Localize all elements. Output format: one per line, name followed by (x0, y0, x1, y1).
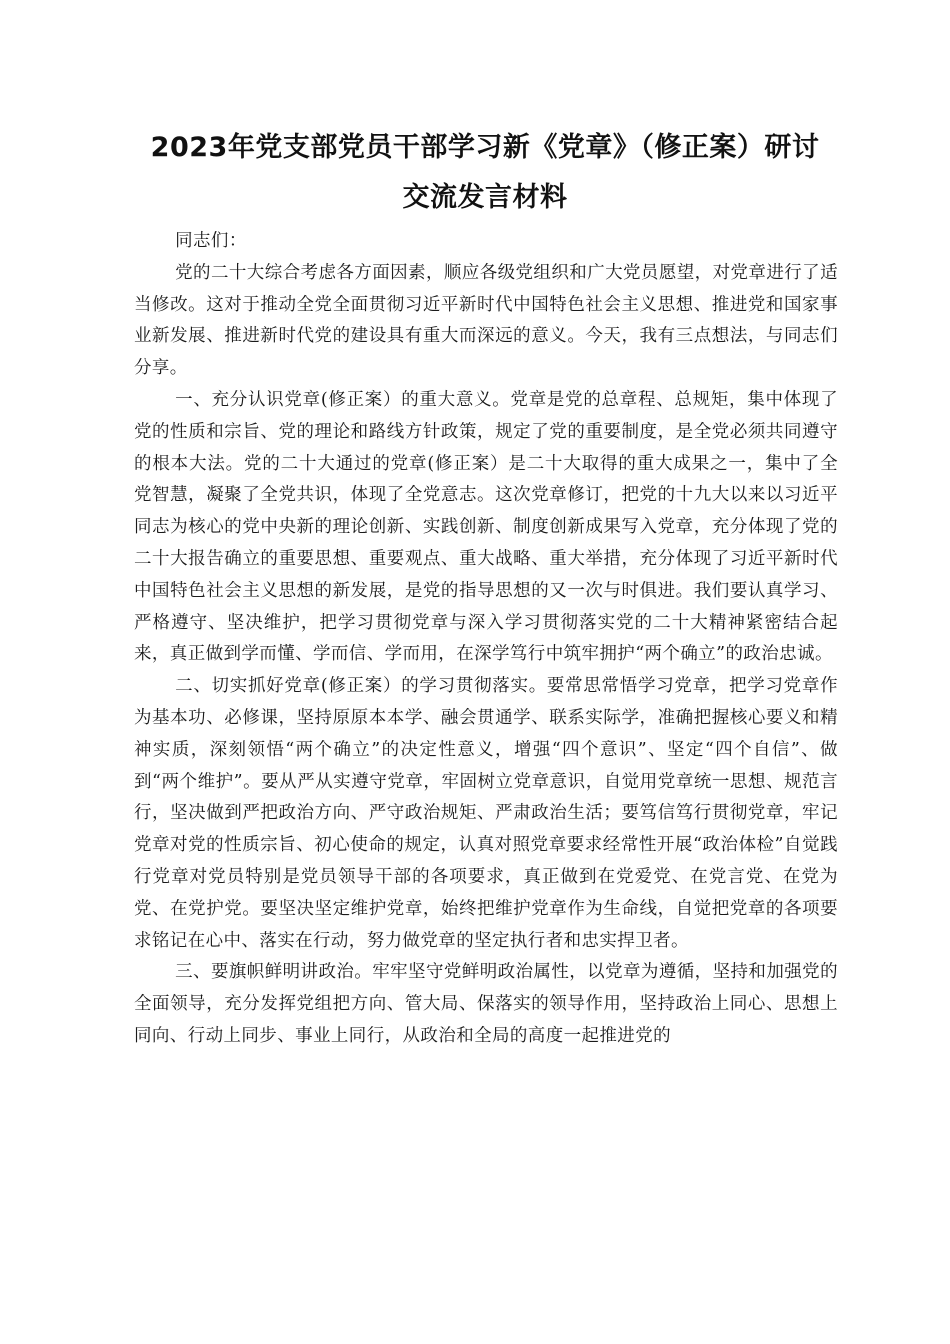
paragraph-section-3: 三、要旗帜鲜明讲政治。牢牢坚守党鲜明政治属性，以党章为遵循，坚持和加强党的全面领导，充分发挥党组把方向、管大局、保落实的领导作用，坚持政治上同心、思想上同向、行动上同步、事业上同行，从政治和全局的高度一起推进党的 (134, 962, 838, 1046)
document-title (120, 123, 850, 223)
salutation: 同志们： (175, 231, 247, 251)
document-body (134, 226, 838, 1053)
title-line-2: 交流发言材料 (402, 182, 568, 213)
paragraph-section-1: 一、充分认识党章(修正案）的重大意义。党章是党的总章程、总规矩，集中体现了党的性质和宗旨、党的理论和路线方针政策，规定了党的重要制度，是全党必须共同遵守的根本大法。党的二十大通过的党章(修正案）是二十大取得的重大成果之一，集中了全党智慧，凝聚了全党共识，体现了全党意志。这次党章修订，把党的十九大以来以习近平同志为核心的党中央新的理论创新、实践创新、制度创新成果写入党章，充分体现了党的二十大报告确立的重要思想、重要观点、重大战略、重大举措，充分体现了习近平新时代中国特色社会主义思想的新发展，是党的指导思想的又一次与时俱进。我们要认真学习、严格遵守、坚决维护，把学习贯彻党章与深入学习贯彻落实党的二十大精神紧密结合起来，真正做到学而懂、学而信、学而用，在深学笃行中筑牢拥护“两个确立”的政治忠诚。 (134, 389, 838, 665)
title-line-1: 2023年党支部党员干部学习新《党章》（修正案）研讨 (150, 132, 820, 163)
paragraph-intro: 党的二十大综合考虑各方面因素，顺应各级党组织和广大党员愿望，对党章进行了适当修改。这对于推动全党全面贯彻习近平新时代中国特色社会主义思想、推进党和国家事业新发展、推进新时代党的建设具有重大而深远的意义。今天，我有三点想法，与同志们分享。 (134, 262, 838, 379)
paragraph-section-2: 二、切实抓好党章(修正案）的学习贯彻落实。要常思常悟学习党章，把学习党章作为基本功、必修课，坚持原原本本学、融会贯通学、联系实际学，准确把握核心要义和精神实质，深刻领悟“两个确立”的决定性意义，增强“四个意识”、坚定“四个自信”、做到“两个维护”。要从严从实遵守党章，牢固树立党章意识，自觉用党章统一思想、规范言行，坚决做到严把政治方向、严守政治规矩、严肃政治生活；要笃信笃行贯彻党章，牢记党章对党的性质宗旨、初心使命的规定，认真对照党章要求经常性开展“政治体检”自觉践行党章对党员特别是党员领导干部的各项要求，真正做到在党爱党、在党言党、在党为党、在党护党。要坚决坚定维护党章，始终把维护党章作为生命线，自觉把党章的各项要求铭记在心中、落实在行动，努力做党章的坚定执行者和忠实捍卫者。 (134, 676, 838, 951)
